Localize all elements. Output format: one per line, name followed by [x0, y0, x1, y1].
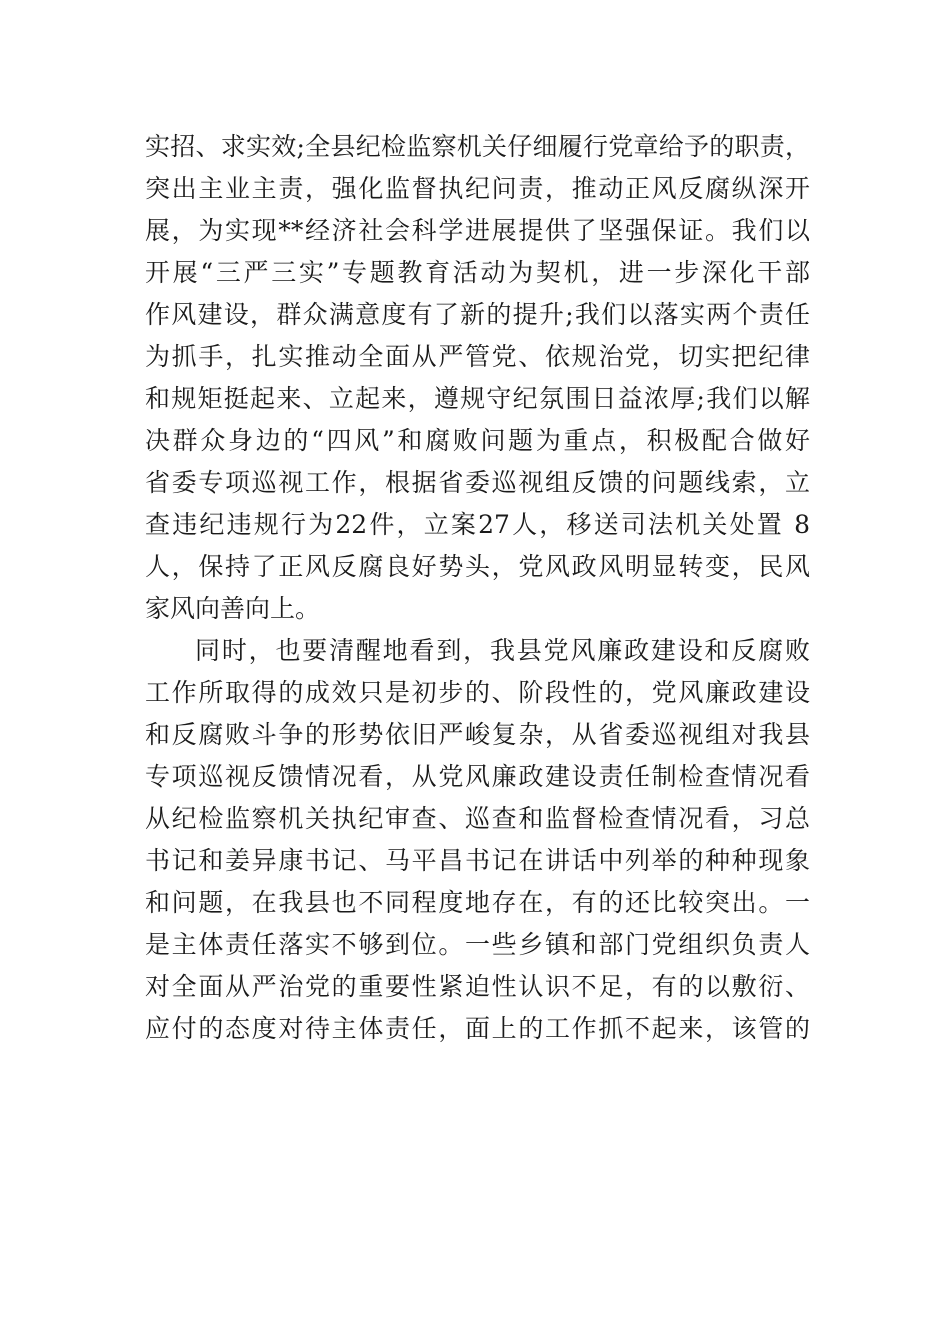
text-line: 省委专项巡视工作，根据省委巡视组反馈的问题线索，立 [145, 468, 810, 497]
text-line: 同时，也要清醒地看到，我县党风廉政建设和反腐败 [195, 636, 810, 665]
text-line: 是主体责任落实不够到位。一些乡镇和部门党组织负责人 [145, 930, 810, 959]
text-line: 书记和姜异康书记、马平昌书记在讲话中列举的种种现象 [145, 846, 810, 875]
paragraph-1 [145, 126, 810, 630]
text-line: 工作所取得的成效只是初步的、阶段性的，党风廉政建设 [145, 678, 810, 707]
text-line: 作风建设，群众满意度有了新的提升;我们以落实两个责任 [145, 300, 810, 329]
text-line: 和反腐败斗争的形势依旧严峻复杂，从省委巡视组对我县 [145, 720, 810, 749]
text-line: 为抓手，扎实推动全面从严管党、依规治党，切实把纪律 [145, 342, 810, 371]
text-line: 家风向善向上。 [145, 594, 321, 623]
text-line: 实招、求实效;全县纪检监察机关仔细履行党章给予的职责， [145, 132, 810, 161]
text-line: 应付的态度对待主体责任，面上的工作抓不起来，该管的 [145, 1014, 810, 1043]
document-body [145, 126, 810, 1050]
text-line: 和规矩挺起来、立起来，遵规守纪氛围日益浓厚;我们以解 [145, 384, 810, 413]
text-line: 展，为实现**经济社会科学进展提供了坚强保证。我们以 [145, 216, 810, 245]
text-line: 决群众身边的“四风”和腐败问题为重点，积极配合做好 [145, 426, 810, 455]
paragraph-2 [145, 630, 810, 1050]
text-line: 突出主业主责，强化监督执纪问责，推动正风反腐纵深开 [145, 174, 810, 203]
text-line: 开展“三严三实”专题教育活动为契机，进一步深化干部 [145, 258, 810, 287]
text-line: 和问题，在我县也不同程度地存在，有的还比较突出。一 [145, 888, 810, 917]
text-line: 从纪检监察机关执纪审查、巡查和监督检查情况看，习总 [145, 804, 810, 833]
text-line: 专项巡视反馈情况看，从党风廉政建设责任制检查情况看 [145, 762, 810, 791]
text-line: 查违纪违规行为22件，立案27人，移送司法机关处置 8 [145, 510, 810, 539]
text-line: 人，保持了正风反腐良好势头，党风政风明显转变，民风 [145, 552, 810, 581]
text-line: 对全面从严治党的重要性紧迫性认识不足，有的以敷衍、 [145, 972, 810, 1001]
